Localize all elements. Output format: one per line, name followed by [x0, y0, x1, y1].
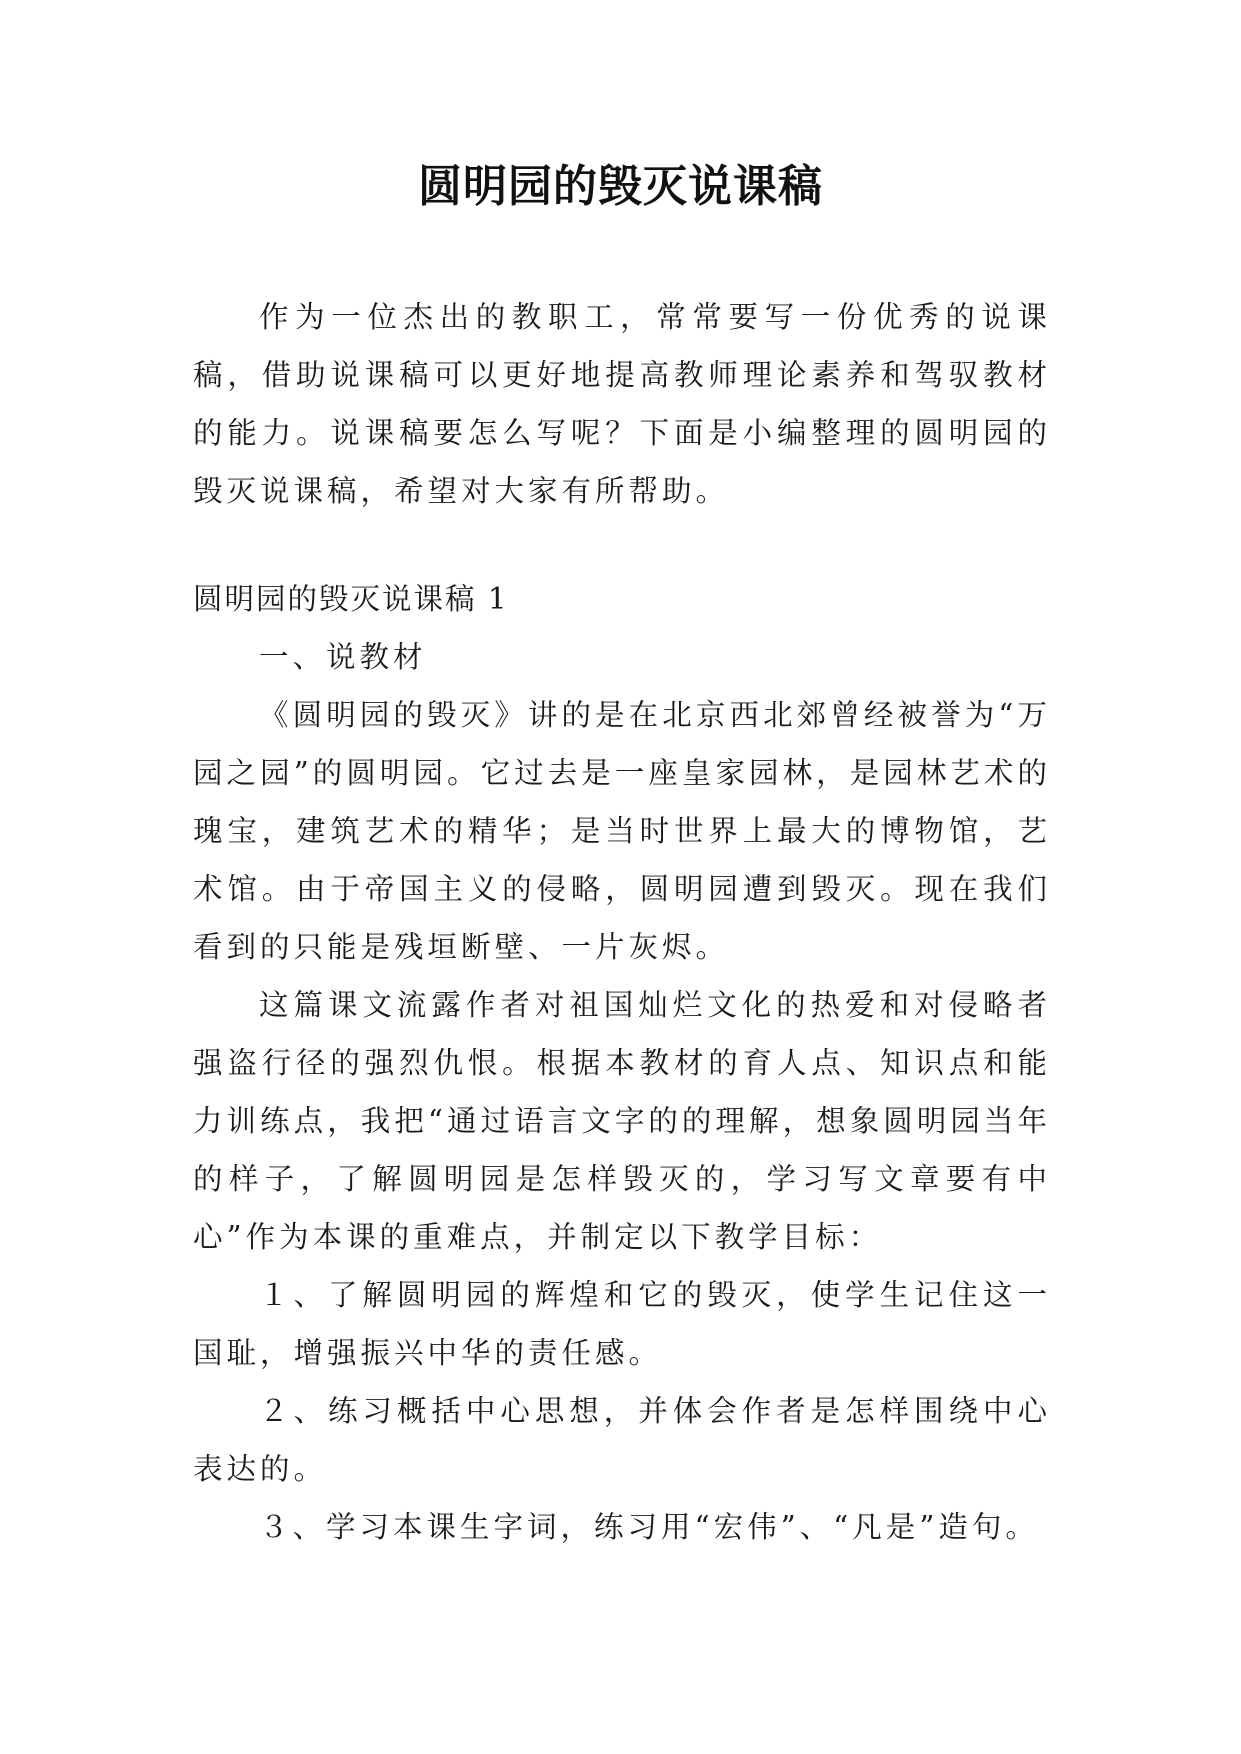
document-title: 圆明园的毁灭说课稿 [418, 161, 823, 212]
section-title: 圆明园的毁灭说课稿 1 [193, 582, 509, 616]
paragraph-teaching-focus: 这篇课文流露作者对祖国灿烂文化的热爱和对侵略者强盗行径的强烈仇恨。根据本教材的育人点、知识点和能力训练点，我把“通过语言文字的的理解，想象圆明园当年的样子，了解圆明园是怎样毁灭的，学习写文章要有中心”作为本课的重难点，并制定以下教学目标： [193, 988, 1051, 1254]
paragraph-textbook-summary: 《圆明园的毁灭》讲的是在北京西北郊曾经被誉为“万园之园”的圆明园。它过去是一座皇家园林，是园林艺术的瑰宝，建筑艺术的精华；是当时世界上最大的博物馆，艺术馆。由于帝国主义的侵略，圆明园遭到毁灭。现在我们看到的只能是残垣断壁、一片灰烬。 [193, 698, 1051, 964]
goal-item: １、了解圆明园的辉煌和它的毁灭，使学生记住这一国耻，增强振兴中华的责任感。 [193, 1278, 1051, 1370]
goal-item: ２、练习概括中心思想，并体会作者是怎样围绕中心表达的。 [193, 1394, 1051, 1486]
subheading: 一、说教材 [259, 640, 427, 674]
intro-paragraph: 作为一位杰出的教职工，常常要写一份优秀的说课稿，借助说课稿可以更好地提高教师理论素养和驾驭教材的能力。说课稿要怎么写呢？下面是小编整理的圆明园的毁灭说课稿，希望对大家有所帮助。 [193, 300, 1051, 508]
document-body [193, 288, 1051, 1556]
goal-item: ３、学习本课生字词，练习用“宏伟”、“凡是”造句。 [259, 1510, 1039, 1544]
